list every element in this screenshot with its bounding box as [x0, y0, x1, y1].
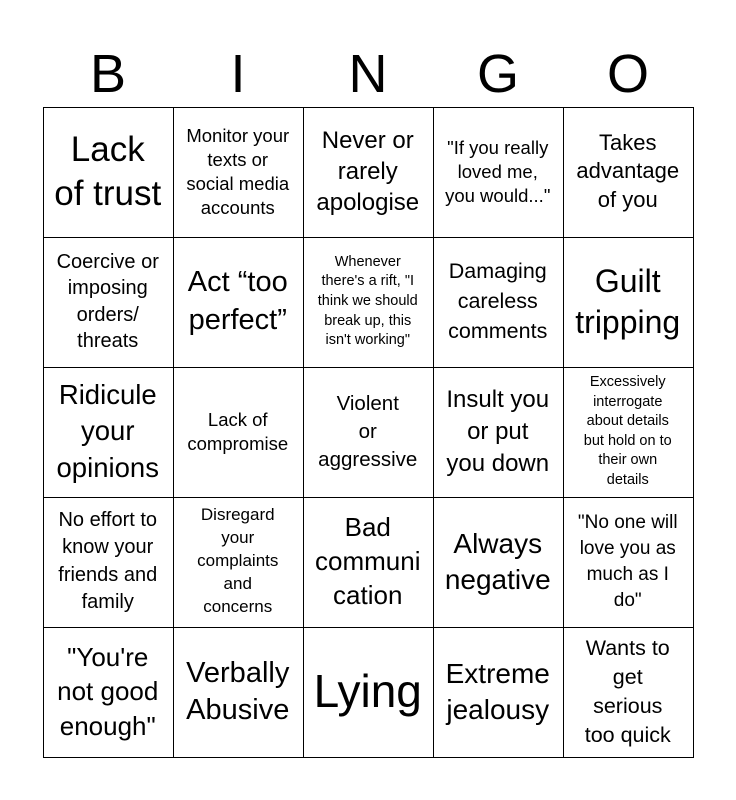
bingo-cell-text: Lack of trust	[54, 130, 162, 213]
bingo-cell-r3-c4[interactable]	[433, 367, 565, 499]
header-letter-g: G	[476, 44, 519, 104]
bingo-cell-r3-c3[interactable]	[303, 367, 435, 499]
bingo-cell-text: Guilt tripping	[575, 262, 681, 340]
bingo-cell-text: Act “too perfect”	[187, 266, 288, 336]
bingo-cell-r2-c3[interactable]	[303, 237, 435, 369]
bingo-cell-r1-c2[interactable]	[173, 107, 305, 239]
bingo-cell-text: Whenever there's a rift, "I think we should break up, this isn't working"	[317, 253, 418, 349]
bingo-cell-text: "No one will love you as much as I do"	[577, 511, 678, 611]
bingo-header	[43, 42, 693, 106]
bingo-cell-r1-c3[interactable]	[303, 107, 435, 239]
bingo-cell-text: Verbally Abusive	[186, 656, 290, 726]
bingo-cell-text: Lack of compromise	[187, 408, 289, 454]
bingo-cell-r1-c5[interactable]	[563, 107, 695, 239]
bingo-cell-r2-c2[interactable]	[173, 237, 305, 369]
bingo-cell-text: Bad communi cation	[315, 512, 421, 610]
bingo-cell-r3-c1[interactable]	[43, 367, 175, 499]
bingo-cell-text: Coercive or imposing orders/ threats	[56, 250, 159, 353]
bingo-cell-r4-c4[interactable]	[433, 497, 565, 629]
bingo-cell-r3-c2[interactable]	[173, 367, 305, 499]
header-letter-n: N	[348, 44, 388, 104]
bingo-cell-text: "If you really loved me, you would..."	[445, 136, 551, 206]
bingo-cell-text: Violent or aggressive	[318, 392, 418, 471]
bingo-cell-r4-c1[interactable]	[43, 497, 175, 629]
bingo-cell-text: Lying	[313, 665, 422, 718]
bingo-cell-r5-c2[interactable]	[173, 627, 305, 759]
bingo-cell-text: Extreme jealousy	[445, 657, 550, 725]
bingo-cell-text: Takes advantage of you	[576, 129, 680, 213]
bingo-cell-r5-c4[interactable]	[433, 627, 565, 759]
bingo-cell-r2-c4[interactable]	[433, 237, 565, 369]
bingo-cell-text: Wants to get serious too quick	[584, 635, 671, 747]
bingo-cell-text: No effort to know your friends and family	[58, 508, 158, 614]
bingo-cell-r4-c5[interactable]	[563, 497, 695, 629]
bingo-cell-r5-c1[interactable]	[43, 627, 175, 759]
bingo-cell-r5-c3[interactable]	[303, 627, 435, 759]
bingo-cell-r3-c5[interactable]	[563, 367, 695, 499]
bingo-cell-text: "You're not good enough"	[57, 641, 159, 742]
bingo-cell-r4-c2[interactable]	[173, 497, 305, 629]
bingo-cell-r2-c1[interactable]	[43, 237, 175, 369]
header-letter-b: B	[89, 44, 127, 104]
header-letter-o: O	[606, 44, 649, 104]
bingo-cell-r1-c1[interactable]	[43, 107, 175, 239]
bingo-cell-text: Disregard your complaints and concerns	[197, 505, 279, 617]
bingo-cell-text: Insult you or put you down	[446, 385, 550, 477]
bingo-cell-text: Damaging careless comments	[448, 259, 548, 343]
bingo-cell-r1-c4[interactable]	[433, 107, 565, 239]
bingo-board	[43, 107, 693, 757]
bingo-cell-text: Never or rarely apologise	[316, 126, 420, 217]
bingo-cell-r5-c5[interactable]	[563, 627, 695, 759]
bingo-cell-text: Always negative	[444, 527, 551, 595]
bingo-cell-r2-c5[interactable]	[563, 237, 695, 369]
bingo-cell-r4-c3[interactable]	[303, 497, 435, 629]
header-letter-i: I	[230, 44, 246, 104]
bingo-cell-text: Ridicule your opinions	[56, 378, 159, 484]
bingo-cell-text: Excessively interrogate about details but hold on to their own details	[583, 374, 672, 488]
bingo-cell-text: Monitor your texts or social media accounts	[186, 124, 290, 218]
